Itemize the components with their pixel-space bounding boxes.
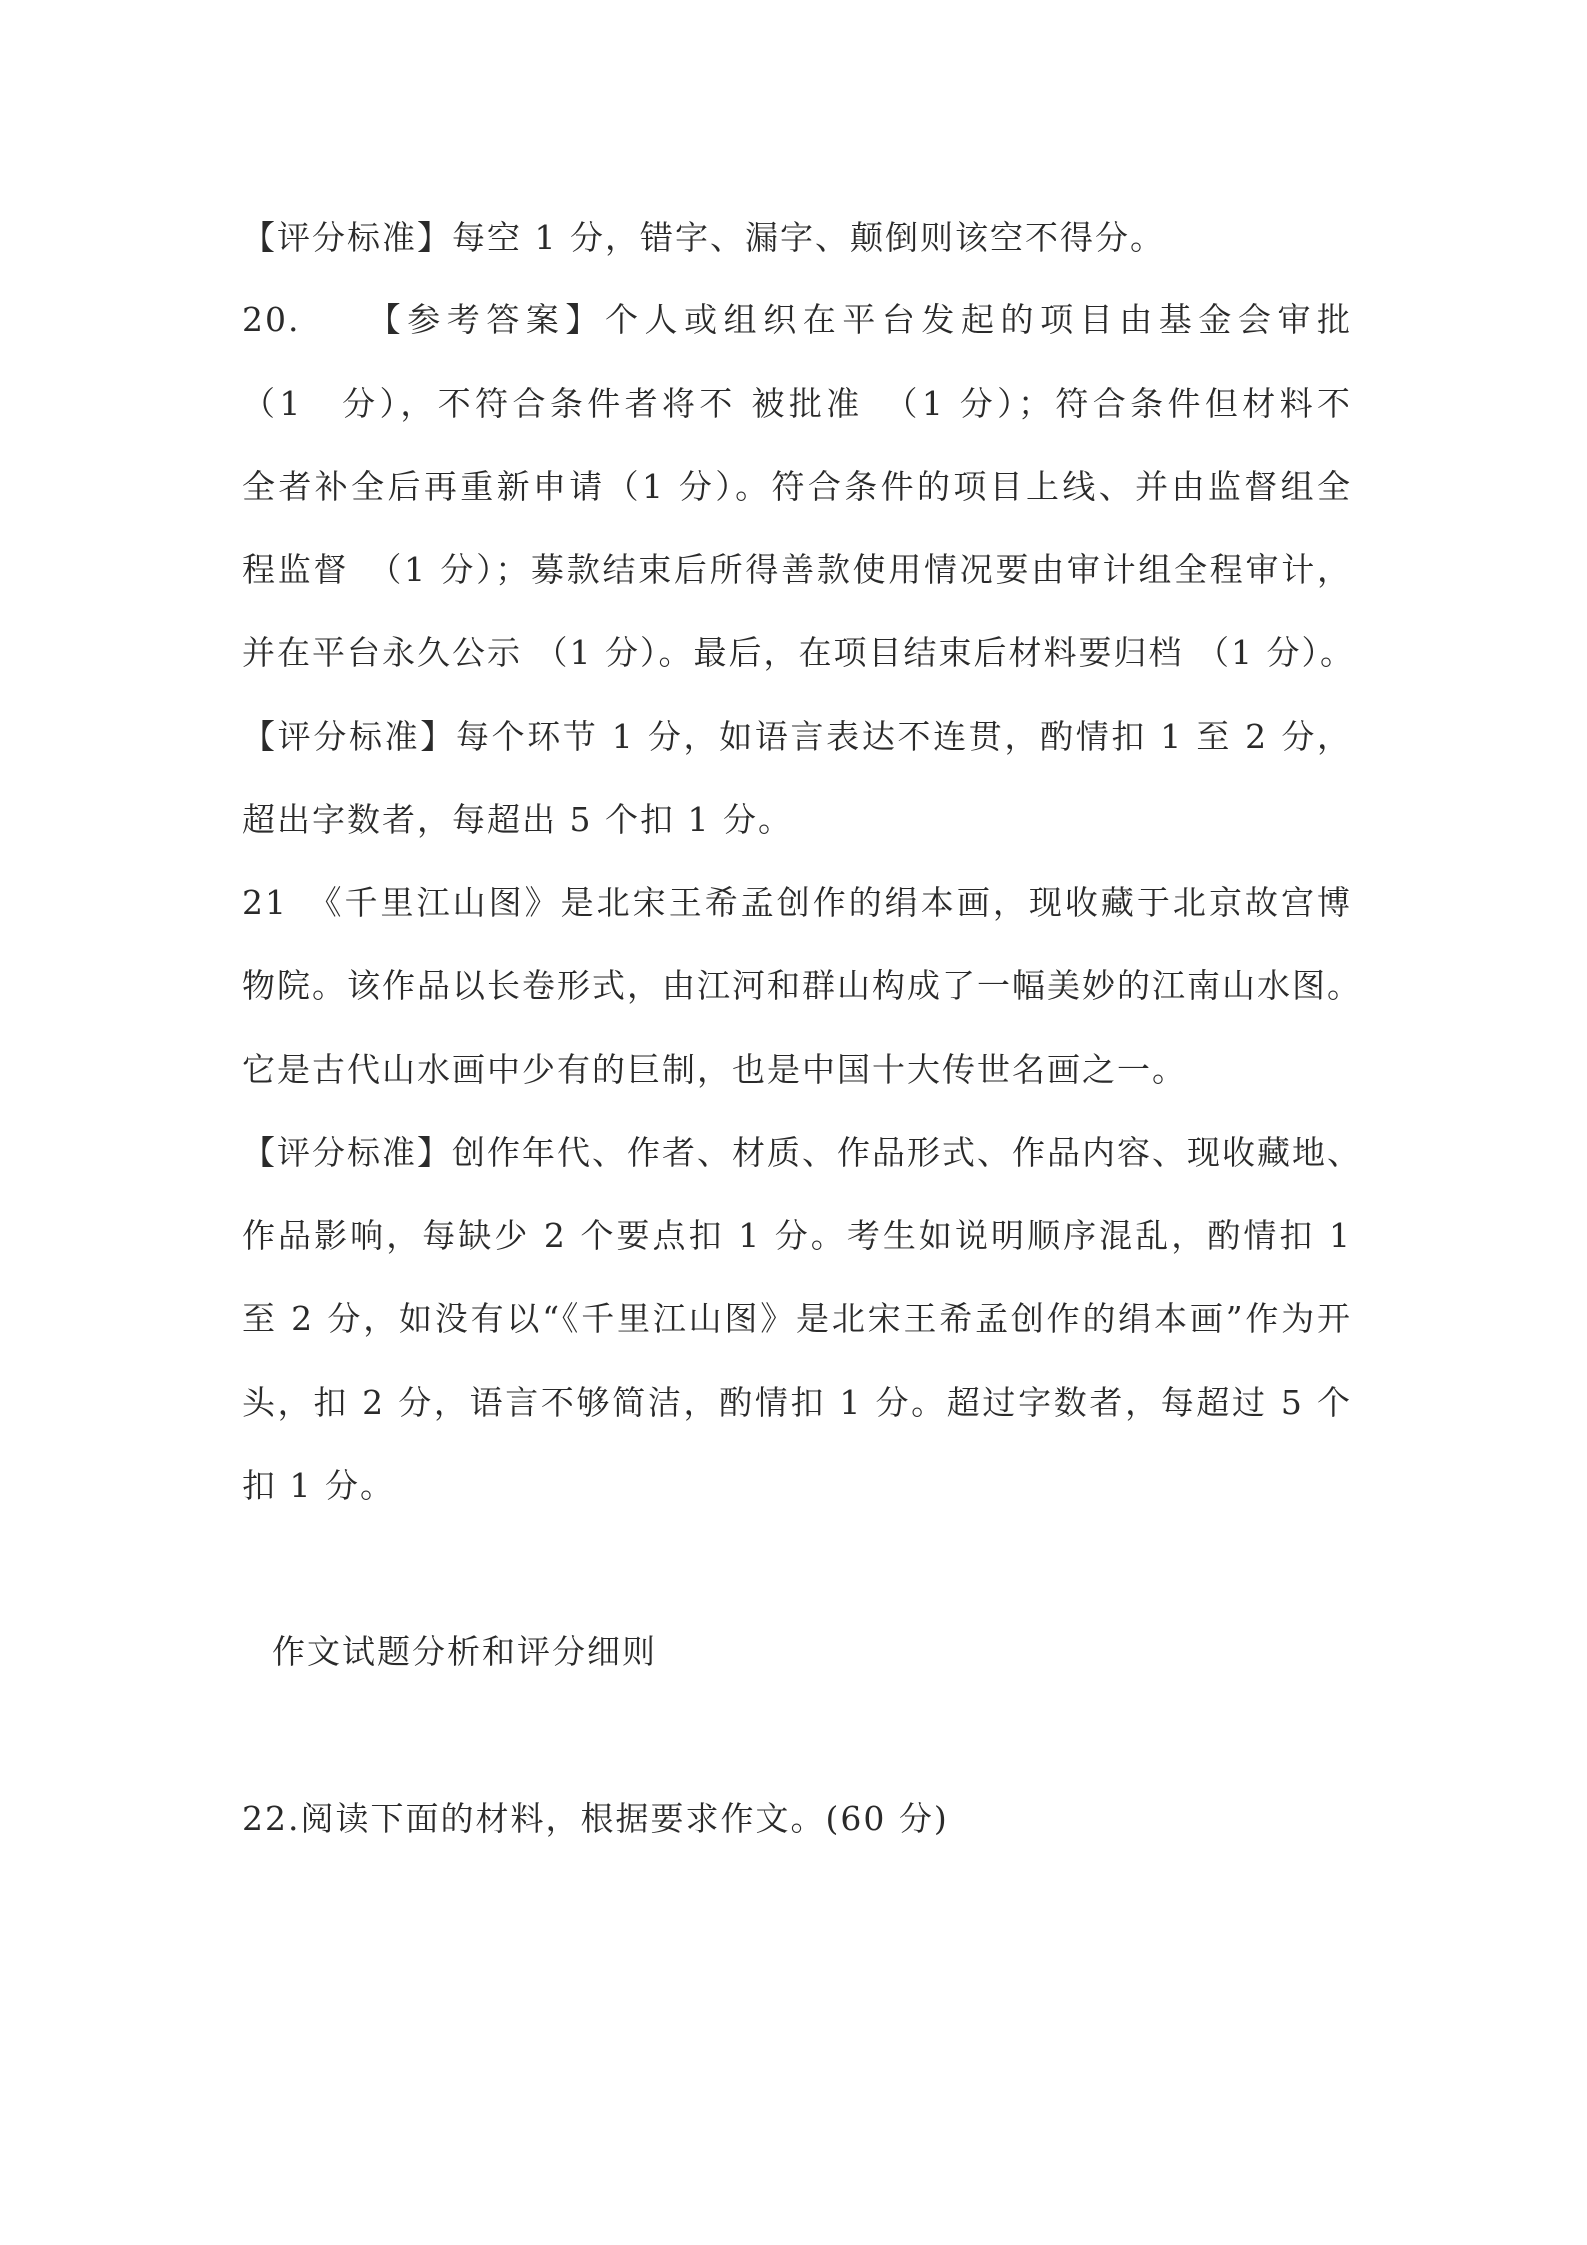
text-line-15: 头，扣 2 分，语言不够简洁，酌情扣 1 分。超过字数者，每超过 5 个 — [242, 1383, 1352, 1422]
text-line-13: 作品影响，每缺少 2 个要点扣 1 分。考生如说明顺序混乱，酌情扣 1 — [242, 1216, 1352, 1255]
text-line-4: 全者补全后再重新申请（1 分）。符合条件的项目上线、并由监督组全 — [242, 467, 1352, 506]
text-line-2: 20. 【参考答案】个人或组织在平台发起的项目由基金会审批 — [242, 300, 1352, 339]
section-heading: 作文试题分析和评分细则 — [272, 1632, 657, 1671]
text-line-7: 【评分标准】每个环节 1 分，如语言表达不连贯，酌情扣 1 至 2 分， — [242, 717, 1352, 756]
text-line-16: 扣 1 分。 — [242, 1466, 395, 1505]
text-line-1: 【评分标准】每空 1 分，错字、漏字、颠倒则该空不得分。 — [242, 218, 1165, 257]
question-22: 22.阅读下面的材料，根据要求作文。(60 分) — [242, 1799, 949, 1838]
text-line-6: 并在平台永久公示 （1 分）。最后，在项目结束后材料要归档 （1 分）。 — [242, 633, 1355, 672]
text-line-10: 物院。该作品以长卷形式，由江河和群山构成了一幅美妙的江南山水图。 — [242, 966, 1362, 1005]
text-line-11: 它是古代山水画中少有的巨制，也是中国十大传世名画之一。 — [242, 1050, 1187, 1089]
text-line-14: 至 2 分，如没有以“《千里江山图》是北宋王希孟创作的绢本画”作为开 — [242, 1299, 1352, 1338]
text-line-12: 【评分标准】创作年代、作者、材质、作品形式、作品内容、现收藏地、 — [242, 1133, 1362, 1172]
text-line-8: 超出字数者，每超出 5 个扣 1 分。 — [242, 800, 793, 839]
text-line-5: 程监督 （1 分）；募款结束后所得善款使用情况要由审计组全程审计， — [242, 550, 1352, 589]
text-line-3: （1 分），不符合条件者将不 被批准 （1 分）；符合条件但材料不 — [242, 384, 1352, 423]
text-line-9: 21 《千里江山图》是北宋王希孟创作的绢本画，现收藏于北京故宫博 — [242, 883, 1352, 922]
